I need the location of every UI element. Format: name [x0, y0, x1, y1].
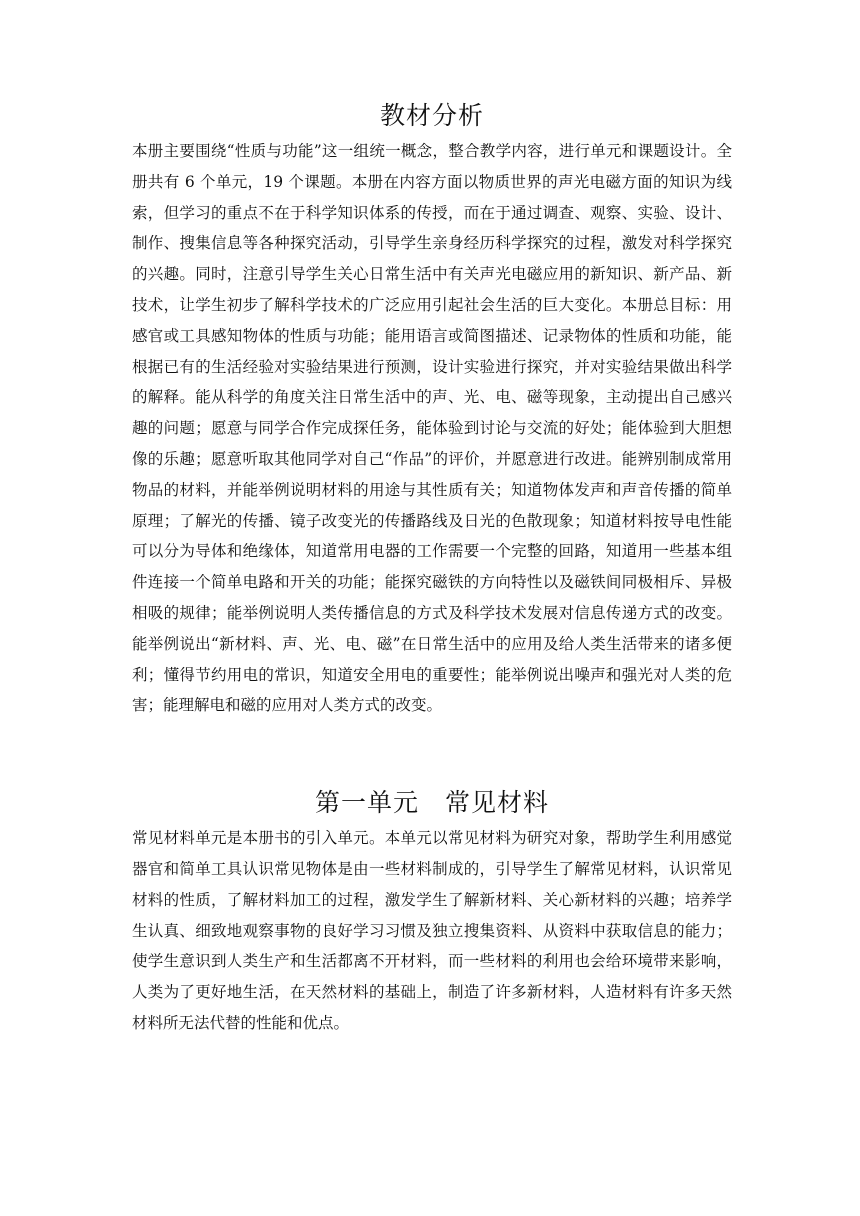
analysis-title: 教材分析 — [379, 101, 484, 130]
analysis-paragraph: 本册主要围绕“性质与功能”这一组统一概念，整合教学内容，进行单元和课题设计。全册共有 6 个单元，19 个课题。本册在内容方面以物质世界的声光电磁方面的知识为线索，但学习的重点不在于科学知识体系的传授，而在于通过调查、观察、实验、设计、制作、搜集信息等各种探究活动，引导学生亲身经历科学探究的过程，激发对科学探究的兴趣。同时，注意引导学生关心日常生活中有关声光电磁应用的新知识、新产品、新技术，让学生初步了解科学技术的广泛应用引起社会生活的巨大变化。本册总目标：用感官或工具感知物体的性质与功能；能用语言或简图描述、记录物体的性质和功能，能根据已有的生活经验对实验结果进行预测，设计实验进行探究，并对实验结果做出科学的解释。能从科学的角度关注日常生活中的声、光、电、磁等现象，主动提出自己感兴趣的问题；愿意与同学合作完成探任务，能体验到讨论与交流的好处；能体验到大胆想像的乐趣；愿意听取其他同学对自己“作品”的评价，并愿意进行改进。能辨别制成常用物品的材料，并能举例说明材料的用途与其性质有关；知道物体发声和声音传播的简单原理；了解光的传播、镜子改变光的传播路线及日光的色散现象；知道材料按导电性能可以分为导体和绝缘体，知道常用电器的工作需要一个完整的回路，知道用一些基本组件连接一个简单电路和开关的功能；能探究磁铁的方向特性以及磁铁间同极相斥、异极相吸的规律；能举例说明人类传播信息的方式及科学技术发展对信息传递方式的改变。能举例说出“新材料、声、光、电、磁”在日常生活中的应用及给人类生活带来的诸多便利；懂得节约用电的常识，知道安全用电的重要性；能举例说出噪声和强光对人类的危害；能理解电和磁的应用对人类方式的改变。 — [132, 142, 732, 715]
unit1-title: 第一单元 常见材料 — [314, 788, 549, 818]
section-spacer — [132, 721, 732, 783]
unit1-paragraph: 常见材料单元是本册书的引入单元。本单元以常见材料为研究对象，帮助学生利用感觉器官和简单工具认识常见物体是由一些材料制成的，引导学生了解常见材料，认识常见材料的性质，了解材料加工的过程，激发学生了解新材料、关心新材料的兴趣；培养学生认真、细致地观察事物的良好学习习惯及独立搜集资料、从资料中获取信息的能力；使学生意识到人类生产和生活都离不开材料，而一些材料的利用也会给环境带来影响，人类为了更好地生活，在天然材料的基础上，制造了许多新材料，人造材料有许多天然材料所无法代替的性能和优点。 — [132, 829, 732, 1032]
document-page — [132, 96, 732, 1039]
